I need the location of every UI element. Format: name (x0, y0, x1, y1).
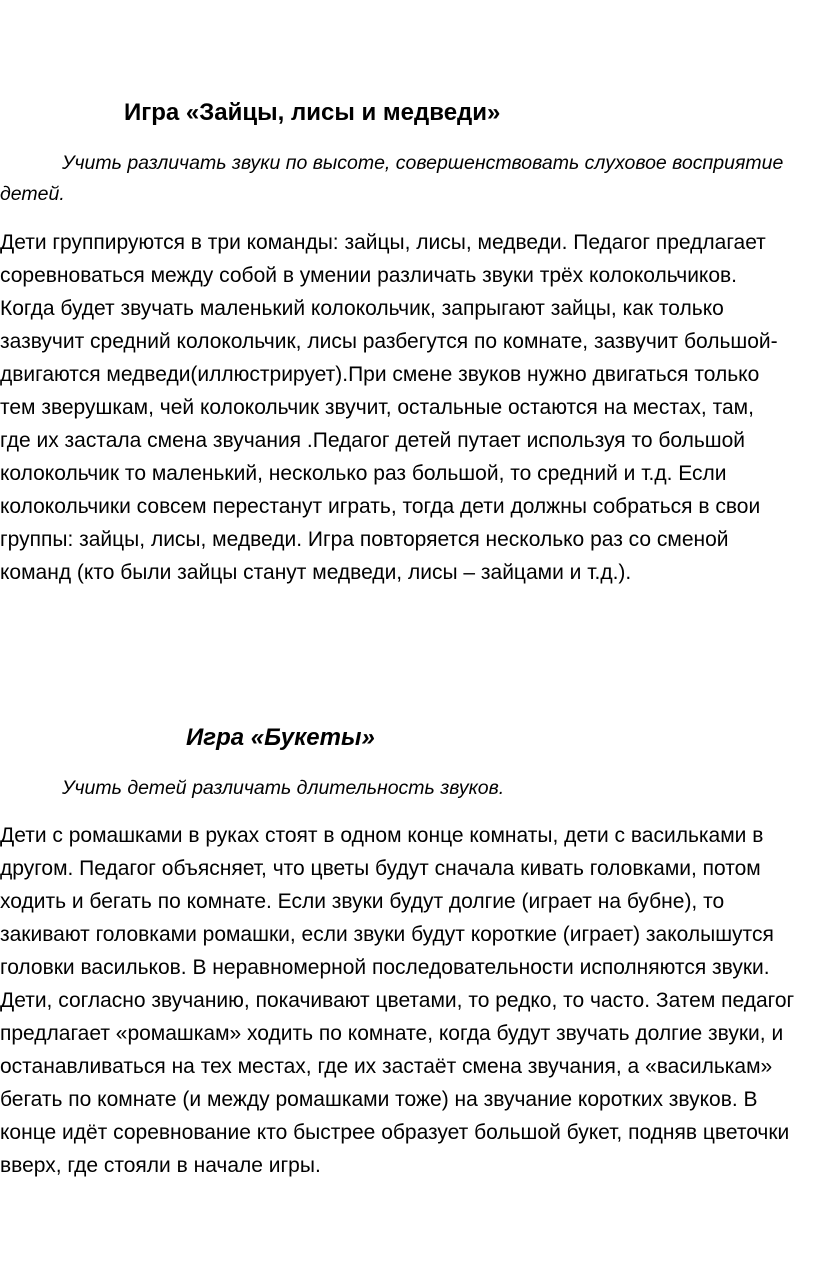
game1-description: Дети группируются в три команды: зайцы, лисы, медведи. Педагог предлагает соревноваться между собой в умении различать звуки трёх колокольчиков. Когда будет звучать маленький колокольчик, запрыгают зайцы, как только зазвучит средний колокольчик, лисы разбегутся по комнате, зазвучит большой-двигаются медведи(иллюстрирует).При смене звуков нужно двигаться только тем зверушкам, чей колокольчик звучит, остальные остаются на местах, там, где их застала смена звучания .Педагог детей путает используя то большой колокольчик то маленький, несколько раз большой, то средний и т.д. Если колокольчики совсем перестанут играть, тогда дети должны собраться в свои группы: зайцы, лисы, медведи. Игра повторяется несколько раз со сменой команд (кто были зайцы станут медведи, лисы – зайцами и т.д.). (0, 231, 778, 584)
game2-description: Дети с ромашками в руках стоят в одном конце комнаты, дети с васильками в другом. Педагог объясняет, что цветы будут сначала кивать головками, потом ходить и бегать по комнате. Если звуки будут долгие (играет на бубне), то закивают головками ромашки, если звуки будут короткие (играет) заколышутся головки васильков. В неравномерной последовательности исполняются звуки. Дети, согласно звучанию, покачивают цветами, то редко, то часто. Затем педагог предлагает «ромашкам» ходить по комнате, когда будут звучать долгие звуки, и останавливаться на тех местах, где их застаёт смена звучания, а «василькам» бегать по комнате (и между ромашками тоже) на звучание коротких звуков. В конце идёт соревнование кто быстрее образует большой букет, подняв цветочки вверх, где стояли в начале игры. (0, 824, 795, 1177)
game2-title: Игра «Букеты» (186, 724, 375, 751)
game1-title: Игра «Зайцы, лисы и медведи» (124, 99, 501, 126)
game1-goal: Учить различать звуки по высоте, совершенствовать слуховое восприятие детей. (0, 152, 784, 205)
game2-goal: Учить детей различать длительность звуков. (62, 777, 505, 799)
